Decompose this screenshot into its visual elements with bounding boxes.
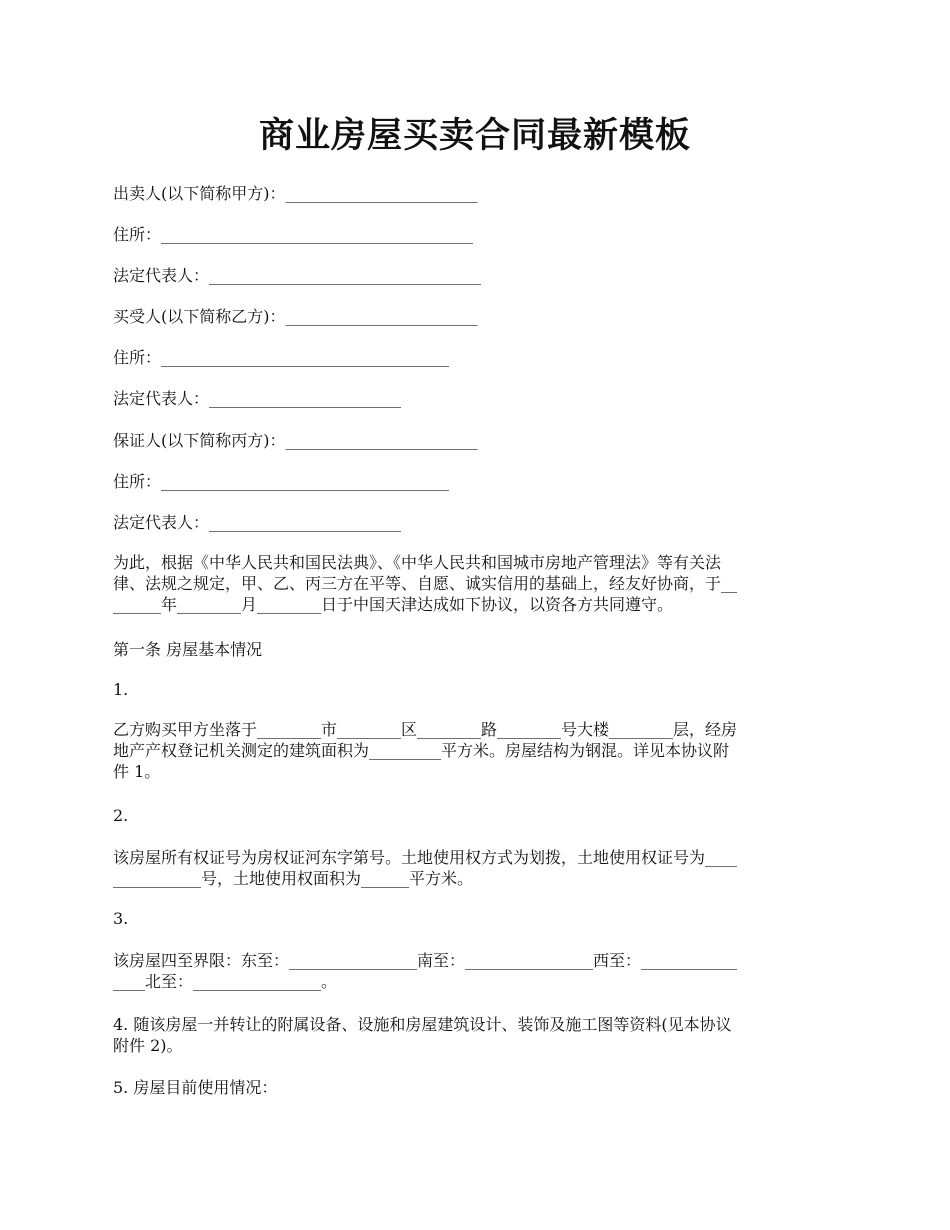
item-3-paragraph bbox=[113, 950, 843, 992]
item-2-line: ___________号，土地使用权面积为______平方米。 bbox=[113, 869, 474, 888]
item-1-line: 件 1。 bbox=[113, 762, 161, 781]
item-3-line: 该房屋四至界限：东至：________________南至：________________西至：____________ bbox=[113, 951, 738, 970]
buyer-representative-line: 法定代表人：________________________ bbox=[113, 389, 402, 408]
item-4-line: 附件 2)。 bbox=[113, 1036, 183, 1055]
document-title: 商业房屋买卖合同最新模板 bbox=[258, 116, 691, 156]
guarantor-address-line: 住所：____________________________________ bbox=[113, 472, 450, 491]
guarantor-representative-line: 法定代表人：________________________ bbox=[113, 513, 402, 532]
item-2-number: 2. bbox=[113, 806, 129, 825]
article-1-heading: 第一条 房屋基本情况 bbox=[113, 640, 263, 659]
item-1-line: 乙方购买甲方坐落于________市________区________路________号大楼________层，经房 bbox=[113, 720, 738, 739]
preamble-line: 律、法规之规定，甲、乙、丙三方在平等、自愿、诚实信用的基础上，经友好协商，于__ bbox=[113, 574, 738, 593]
seller-line: 出卖人(以下简称甲方)：________________________ bbox=[113, 184, 478, 203]
item-4-line: 4. 随该房屋一并转让的附属设备、设施和房屋建筑设计、装饰及施工图等资料(见本协议 bbox=[113, 1015, 732, 1034]
preamble-line: 为此，根据《中华人民共和国民法典》、《中华人民共和国城市房地产管理法》等有关法 bbox=[113, 553, 722, 572]
item-3-number: 3. bbox=[113, 909, 129, 928]
item-2-line: 该房屋所有权证号为房权证河东字第号。土地使用权方式为划拨，土地使用权证号为____ bbox=[113, 848, 738, 867]
item-5-line: 5. 房屋目前使用情况： bbox=[113, 1078, 278, 1097]
buyer-address-line: 住所：____________________________________ bbox=[113, 348, 450, 367]
item-1-number: 1. bbox=[113, 680, 129, 699]
item-1-line: 地产产权登记机关测定的建筑面积为_________平方米。房屋结构为钢混。详见本协议附 bbox=[113, 741, 730, 760]
guarantor-line: 保证人(以下简称丙方)：________________________ bbox=[113, 431, 478, 450]
preamble-paragraph bbox=[113, 552, 843, 615]
buyer-line: 买受人(以下简称乙方)：________________________ bbox=[113, 307, 478, 326]
seller-address-line: 住所：_______________________________________ bbox=[113, 225, 474, 244]
item-1-paragraph bbox=[113, 719, 843, 782]
seller-representative-line: 法定代表人：__________________________________ bbox=[113, 266, 482, 285]
preamble-line: ______年________月________日于中国天津达成如下协议，以资各方共同遵守。 bbox=[113, 595, 674, 614]
item-3-line: ____北至：________________。 bbox=[113, 972, 338, 991]
item-2-paragraph bbox=[113, 847, 843, 889]
item-4-paragraph bbox=[113, 1014, 843, 1056]
